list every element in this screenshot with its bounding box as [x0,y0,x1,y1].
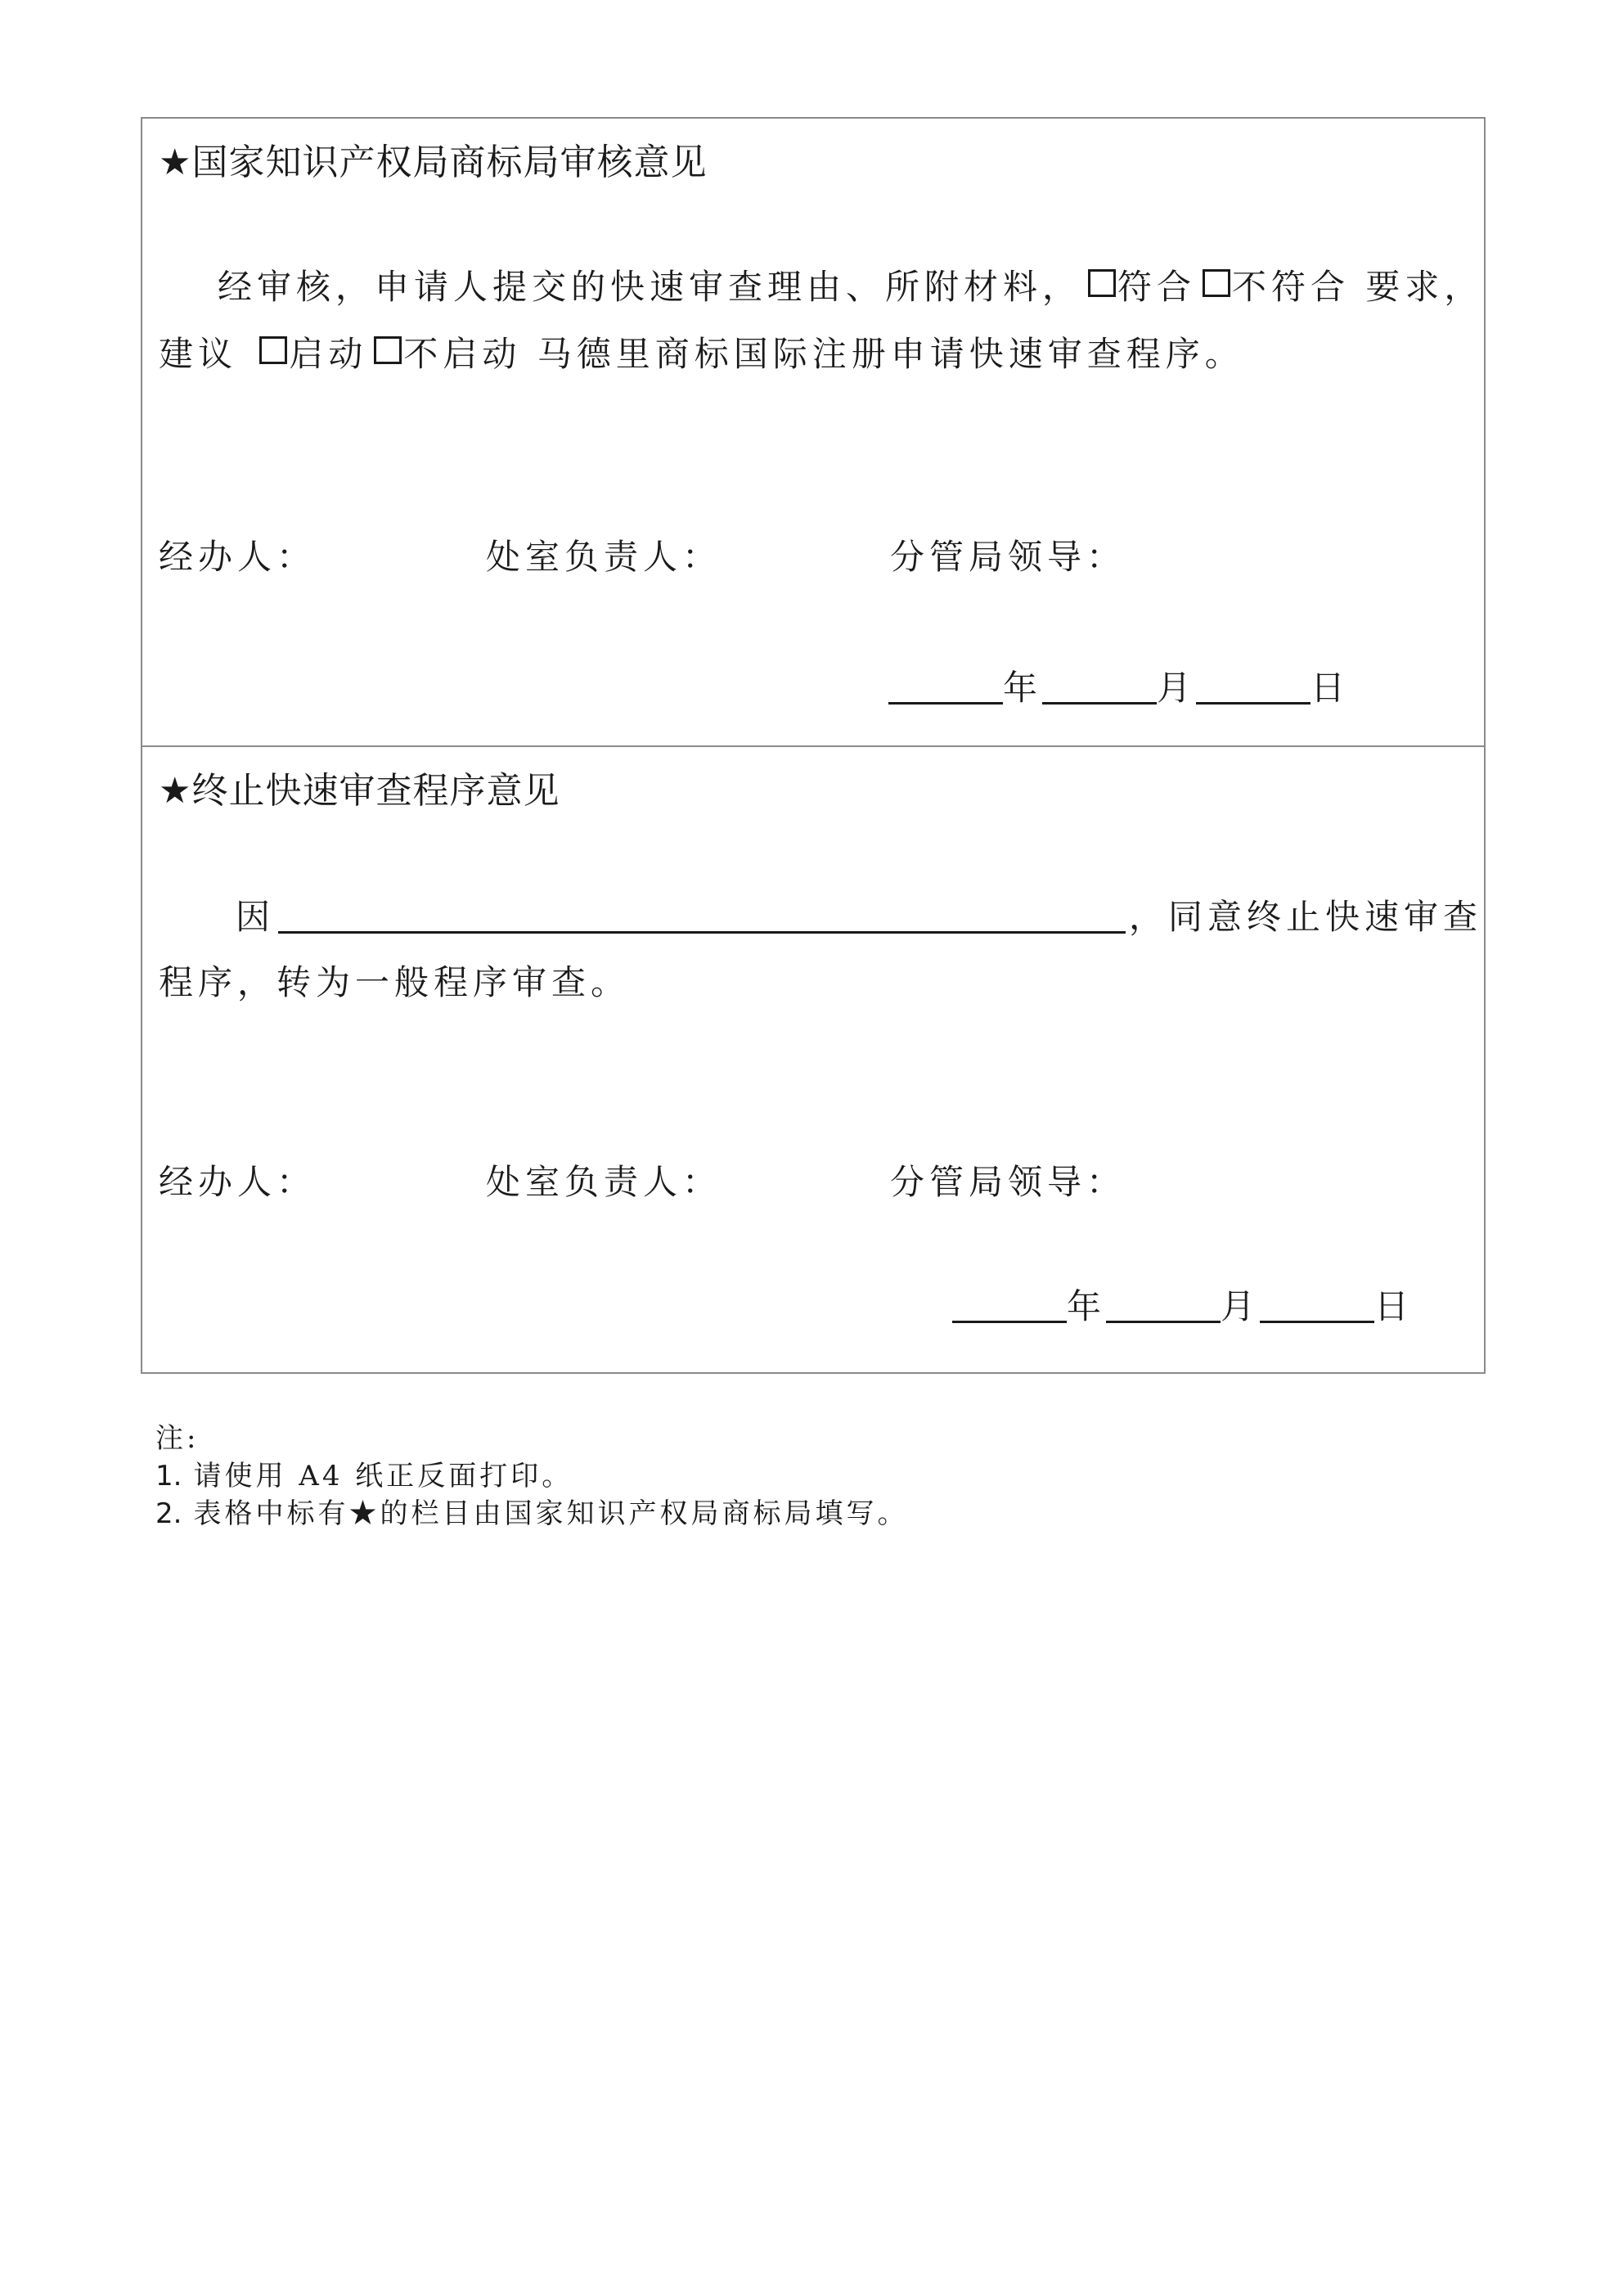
not-comply-option-label: 不符合 [1232,267,1351,307]
notes-block [155,1420,908,1533]
suggest-text: 建议 [159,334,254,374]
review-statement-line-1 [218,264,1483,310]
note-number: 2. [155,1497,182,1530]
start-option-label: 启动 [289,334,368,374]
review-section-title: ★国家知识产权局商标局审核意见 [159,142,708,183]
termination-department-head-label: 处室负责人： [486,1162,722,1202]
comply-checkbox[interactable] [1088,269,1116,297]
month-blank[interactable] [1042,669,1157,705]
note-text: 表格中标有★的栏目由国家知识产权局商标局填写。 [193,1497,909,1530]
termination-month-label: 月 [1221,1286,1261,1326]
not-comply-checkbox[interactable] [1203,269,1230,297]
termination-opinion-section [142,747,1484,1372]
termination-statement-line-1 [236,894,1482,940]
reason-blank[interactable] [278,898,1126,934]
termination-section-title: ★终止快速审查程序意见 [159,770,560,812]
year-label: 年 [1003,668,1043,708]
procedure-text: 马德里商标国际注册申请快速审查程序。 [521,334,1244,374]
review-statement-text: 经审核，申请人提交的快速审查理由、所附材料， [218,267,1082,307]
note-item [155,1495,908,1533]
department-head-label: 处室负责人： [486,537,722,577]
handler-label: 经办人： [159,537,317,577]
month-label: 月 [1157,668,1197,708]
review-date-row [888,665,1350,711]
day-blank[interactable] [1196,669,1311,705]
termination-month-blank[interactable] [1106,1288,1221,1323]
start-checkbox[interactable] [259,336,287,364]
not-start-option-label: 不启动 [403,334,522,374]
general-procedure-text: 程序，转为一般程序审查。 [159,962,631,1002]
day-label: 日 [1311,668,1351,708]
termination-year-label: 年 [1067,1286,1107,1326]
comply-option-label: 符合 [1117,267,1197,307]
not-start-checkbox[interactable] [374,336,402,364]
notes-heading: 注: [155,1422,200,1455]
termination-handler-label: 经办人： [159,1162,317,1202]
note-item [155,1457,908,1495]
termination-leader-label: 分管局领导： [890,1162,1126,1202]
leader-label: 分管局领导： [890,537,1126,577]
note-number: 1. [155,1460,182,1492]
reason-prefix: 因 [236,897,276,937]
termination-year-blank[interactable] [952,1288,1067,1323]
termination-day-blank[interactable] [1260,1288,1374,1323]
review-opinion-section [142,119,1484,747]
termination-statement-line-2 [159,960,630,1006]
review-form-table [141,117,1486,1374]
requirement-text: 要求， [1350,267,1484,307]
year-blank[interactable] [888,669,1003,705]
termination-agree-text: ，同意终止快速审查 [1129,897,1483,937]
termination-date-row [952,1284,1414,1330]
termination-day-label: 日 [1374,1286,1414,1326]
note-text: 请使用 A4 纸正反面打印。 [193,1460,573,1492]
review-statement-line-2 [159,331,1244,377]
